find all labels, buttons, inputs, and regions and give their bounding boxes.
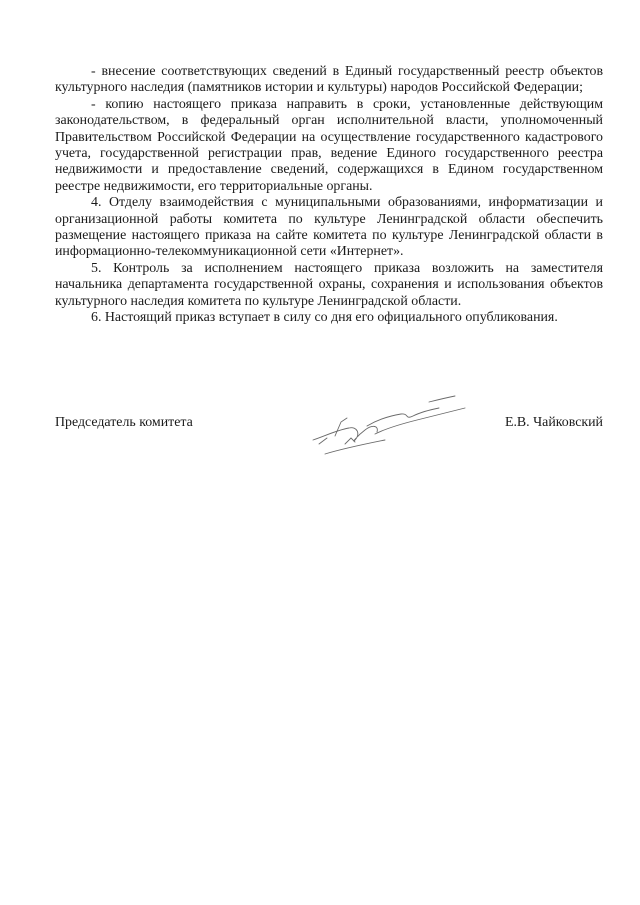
document-body: [55, 64, 603, 327]
paragraph-send-copy: - копию настоящего приказа направить в сроки, установленные действующим законодательством, в федеральный орган исполнительной власти, уполномоченный Правительством Российской Федерации на осуществление государственного кадастрового учета, государственной регистрации прав, ведение Единого государственного реестра недвижимости и предоставление сведений, содержащихся в Едином государственном реестре недвижимости, его территориальные органы.: [55, 96, 603, 194]
paragraph-registry-entry: - внесение соответствующих сведений в Единый государственный реестр объектов культурного наследия (памятников истории и культуры) народов Российской Федерации;: [55, 64, 603, 96]
paragraph-item-6: 6. Настоящий приказ вступает в силу со дня его официального опубликования.: [91, 310, 558, 326]
paragraph-item-4: 4. Отделу взаимодействия с муниципальными образованиями, информатизации и организационной работы комитета по культуре Ленинградской области обеспечить размещение настоящего приказа на сайте комитета по культуре Ленинградской области в информационно-телекоммуникационной сети «Интернет».: [55, 195, 603, 260]
signature-block: [55, 415, 603, 435]
signatory-name: Е.В. Чайковский: [504, 415, 603, 430]
signatory-position: Председатель комитета: [55, 415, 193, 430]
paragraph-item-5: 5. Контроль за исполнением настоящего приказа возложить на заместителя начальника департамента государственной охраны, сохранения и использования объектов культурного наследия комитета по культуре Ленинградской области.: [55, 260, 603, 309]
